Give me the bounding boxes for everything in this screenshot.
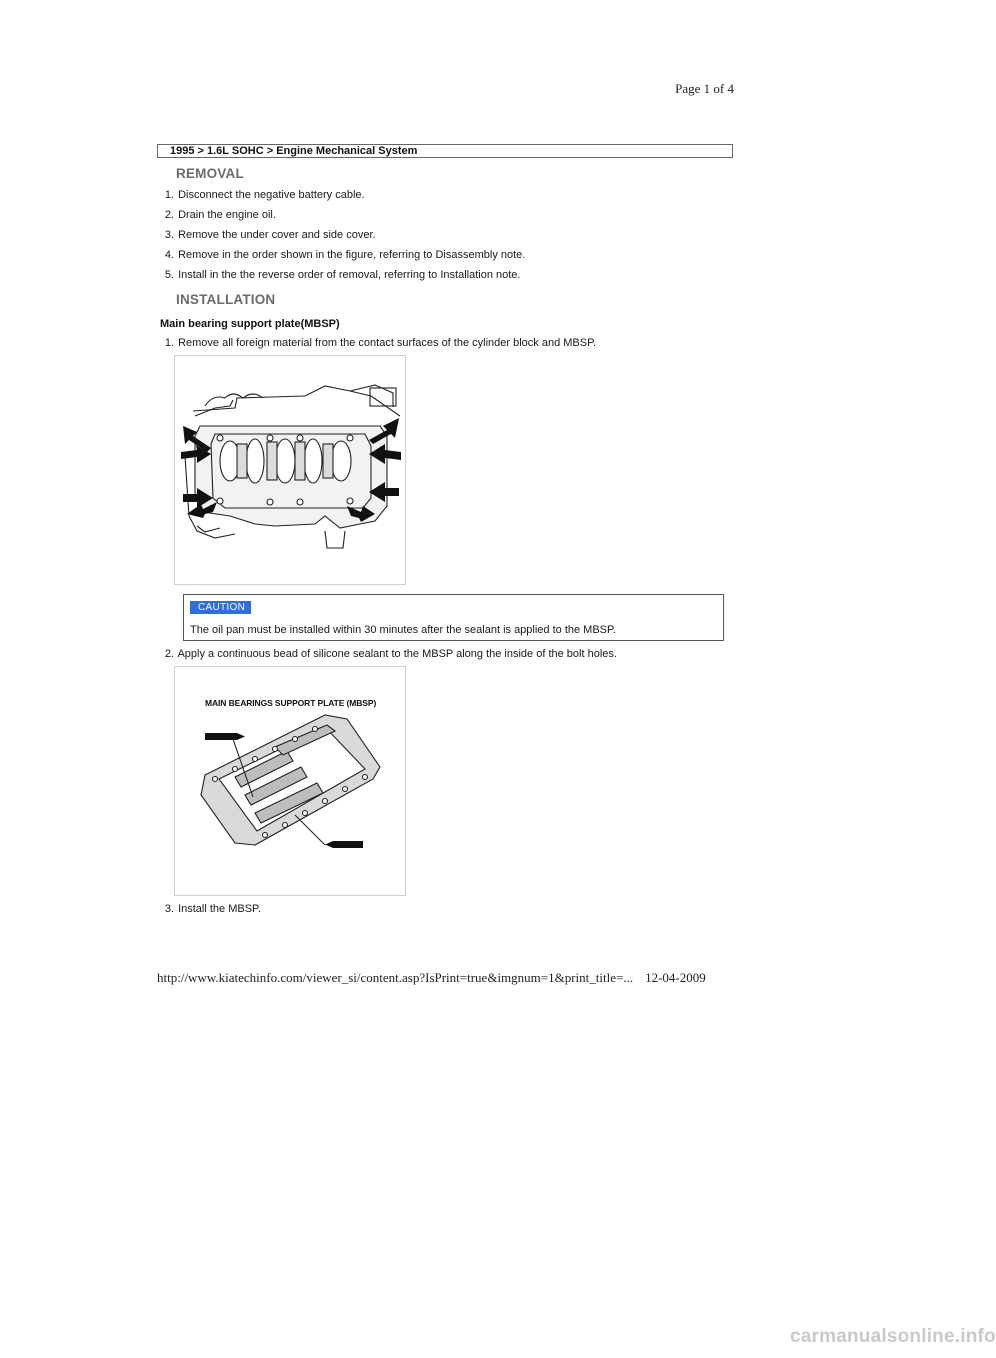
install-step-1 [160,337,596,349]
engine-block-figure [174,355,406,585]
list-item [160,227,525,247]
step-text: Install the MBSP. [178,903,262,915]
step-text: Remove in the order shown in the figure, referring to Disassembly note. [178,249,526,261]
step-text: Disconnect the negative battery cable. [178,189,365,201]
install-step-2 [160,648,617,660]
mbsp-drawing [175,667,405,895]
source-url: http://www.kiatechinfo.com/viewer_si/content.asp?IsPrint=true&imgnum=1&print_title=... [157,970,634,985]
step-number: 4. [164,249,174,261]
step-text: Remove the under cover and side cover. [178,229,376,241]
caution-badge: CAUTION [190,601,251,614]
caution-text: The oil pan must be installed within 30 minutes after the sealant is applied to the MBSP. [190,624,616,636]
step-number: 3. [164,903,174,915]
step-number: 5. [164,269,174,281]
list-item [160,207,525,227]
print-footer [157,970,706,986]
step-number: 1. [164,189,174,201]
mbsp-figure [174,666,406,896]
mbsp-subheading: Main bearing support plate(MBSP) [160,318,340,330]
install-step-3 [160,903,261,915]
step-text: Drain the engine oil. [178,209,276,221]
caution-box [183,594,724,641]
removal-steps [160,187,525,287]
list-item [160,267,525,287]
step-text: Install in the the reverse order of removal, referring to Installation note. [178,269,521,281]
page-number: Page 1 of 4 [675,81,734,96]
removal-title: REMOVAL [176,166,244,181]
list-item [160,187,525,207]
step-number: 2. [164,648,174,660]
print-date: 12-04-2009 [645,970,706,985]
list-item [160,247,525,267]
step-number: 1. [164,337,174,349]
breadcrumb: 1995 > 1.6L SOHC > Engine Mechanical System [157,144,733,158]
step-number: 3. [164,229,174,241]
engine-block-drawing [175,356,405,584]
watermark-text: carmanualsonline.info [790,1326,996,1347]
mbsp-figure-label: MAIN BEARINGS SUPPORT PLATE (MBSP) [205,698,377,708]
step-number: 2. [164,209,174,221]
step-text: Remove all foreign material from the contact surfaces of the cylinder block and MBSP. [178,337,597,349]
installation-title: INSTALLATION [176,292,276,307]
step-text: Apply a continuous bead of silicone sealant to the MBSP along the inside of the bolt holes. [177,648,617,660]
